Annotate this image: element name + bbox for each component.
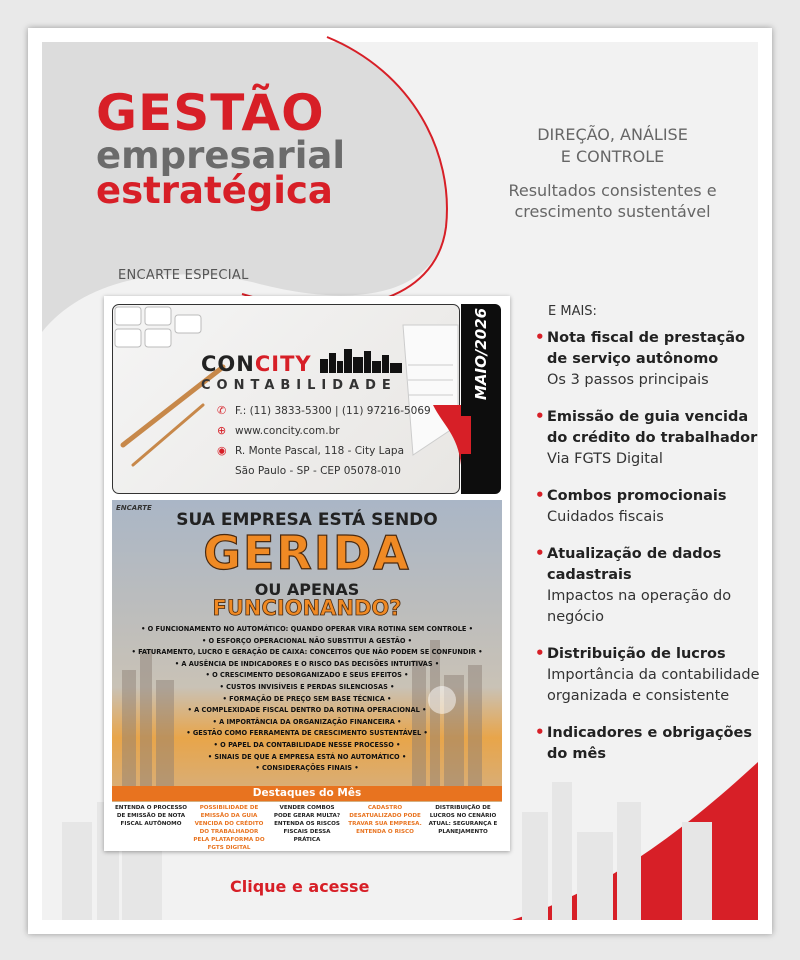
business-card [112, 304, 460, 494]
tagline-secondary [480, 180, 745, 222]
item-title: Combos promocionais [547, 488, 727, 504]
destaque-col: POSSIBILIDADE DE EMISSÃO DA GUIA VENCIDA DO CRÉDITO DO TRABALHADOR PELA PLATAFORMA DO FGTS DIGITAL [193, 805, 265, 851]
bullet-icon: • [535, 328, 545, 346]
topic-item: • FORMAÇÃO DE PREÇO SEM BASE TÉCNICA • [222, 694, 392, 703]
brand-sub: CONTABILIDADE [201, 378, 397, 393]
tagline2-line-2: crescimento sustentável [514, 202, 711, 221]
title-line-2: empresarial [96, 134, 346, 177]
list-item [532, 544, 762, 628]
item-title: Emissão de guia vencida do crédito do trabalhador [547, 409, 758, 446]
title-line-3: estratégica [96, 169, 333, 212]
phone-icon: ✆ [217, 404, 227, 417]
brand-con: CON [201, 352, 255, 376]
topic-list [118, 624, 496, 775]
item-sub: Via FGTS Digital [547, 451, 663, 467]
page-content [42, 42, 758, 920]
tagline-line-1: DIREÇÃO, ANÁLISE [537, 125, 688, 144]
website-text: www.concity.com.br [235, 425, 340, 437]
address-line-1: R. Monte Pascal, 118 - City Lapa [235, 445, 405, 457]
bullet-icon: • [535, 723, 545, 741]
skyline-icon [320, 349, 404, 373]
address-line-2: São Paulo - SP - CEP 05078-010 [235, 465, 401, 477]
brand-logo [201, 349, 404, 393]
list-item [532, 407, 762, 470]
phone-text: F.: (11) 3833-5300 | (11) 97216-5069 [235, 405, 431, 417]
list-item [532, 723, 762, 765]
contact-info [217, 401, 431, 481]
topic-item: • SINAIS DE QUE A EMPRESA ESTÁ NO AUTOMÁTICO • [207, 752, 407, 761]
bullet-icon: • [535, 644, 545, 662]
headline-2: GERIDA [203, 526, 411, 580]
main-title [96, 84, 346, 212]
tagline-line-2: E CONTROLE [560, 147, 665, 166]
poster-tag: ENCARTE [116, 504, 152, 512]
title-line-1: GESTÃO [96, 84, 325, 142]
sidebar-list [532, 328, 762, 781]
topic-item: • CUSTOS INVISÍVEIS E PERDAS SILENCIOSAS • [219, 682, 395, 691]
brand-city: CITY [254, 352, 312, 376]
magazine-cover[interactable] [104, 296, 510, 851]
sidebar-heading: E MAIS: [548, 304, 597, 319]
destaque-col: VENDER COMBOS PODE GERAR MULTA? ENTENDA OS RISCOS FISCAIS DESSA PRÁTICA [273, 805, 341, 843]
item-sub: Cuidados fiscais [547, 509, 664, 525]
access-link[interactable]: Clique e acesse [230, 877, 370, 896]
item-title: Nota fiscal de prestação de serviço autônomo [547, 330, 745, 367]
headline-3: OU APENAS [254, 580, 360, 599]
topic-item: • A IMPORTÂNCIA DA ORGANIZAÇÃO FINANCEIRA • [212, 717, 402, 726]
bullet-icon: • [535, 544, 545, 562]
edition-date [472, 366, 490, 400]
topic-item: • O CRESCIMENTO DESORGANIZADO E SEUS EFEITOS • [205, 671, 409, 680]
spine-accent [461, 416, 471, 454]
cover-poster [112, 500, 502, 851]
list-item [532, 328, 762, 391]
list-item [532, 486, 762, 528]
edition-spine [461, 304, 501, 494]
topic-item: • O PAPEL DA CONTABILIDADE NESSE PROCESSO • [213, 740, 401, 749]
topic-item: • O ESFORÇO OPERACIONAL NÃO SUBSTITUI A GESTÃO • [202, 636, 412, 645]
tagline2-line-1: Resultados consistentes e [508, 181, 717, 200]
globe-icon: ⊕ [217, 424, 227, 437]
item-title: Atualização de dados cadastrais [547, 546, 722, 583]
bullet-icon: • [535, 486, 545, 504]
item-title: Indicadores e obrigações do mês [547, 725, 752, 762]
topic-item: • O FUNCIONAMENTO NO AUTOMÁTICO: QUANDO OPERAR VIRA ROTINA SEM CONTROLE • [141, 625, 473, 633]
destaques-banner: Destaques do Mês [112, 786, 502, 801]
destaque-col: ENTENDA O PROCESSO DE EMISSÃO DE NOTA FISCAL AUTÔNOMO [114, 805, 188, 827]
topic-item: • CONSIDERAÇÕES FINAIS • [255, 764, 359, 773]
page-frame [28, 28, 772, 934]
destaque-col: DISTRIBUIÇÃO DE LUCROS NO CENÁRIO ATUAL: SEGURANÇA E PLANEJAMENTO [428, 805, 498, 835]
destaques-columns [112, 802, 502, 851]
destaque-col: CADASTRO DESATUALIZADO PODE TRAVAR SUA EMPRESA. ENTENDA O RISCO [348, 805, 422, 835]
topic-item: • FATURAMENTO, LUCRO E GERAÇÃO DE CAIXA: CONCEITOS QUE NÃO PODEM SE CONFUNDIR • [131, 648, 483, 657]
location-icon: ◉ [217, 444, 227, 457]
topic-item: • GESTÃO COMO FERRAMENTA DE CRESCIMENTO SUSTENTÁVEL • [186, 729, 428, 738]
tagline [480, 124, 745, 168]
headline-4: FUNCIONANDO? [212, 596, 402, 620]
list-item [532, 644, 762, 707]
bullet-icon: • [535, 407, 545, 425]
item-sub: Os 3 passos principais [547, 372, 709, 388]
headline-1: SUA EMPRESA ESTÁ SENDO [176, 510, 438, 530]
item-title: Distribuição de lucros [547, 646, 726, 662]
item-sub: Impactos na operação do negócio [547, 588, 732, 625]
item-sub: Importância da contabilidade organizada e consistente [547, 667, 760, 704]
topic-item: • A COMPLEXIDADE FISCAL DENTRO DA ROTINA OPERACIONAL • [187, 706, 427, 715]
topic-item: • A AUSÊNCIA DE INDICADORES E O RISCO DAS DECISÕES INTUITIVAS • [174, 659, 440, 668]
encarte-label: ENCARTE ESPECIAL [118, 268, 249, 283]
